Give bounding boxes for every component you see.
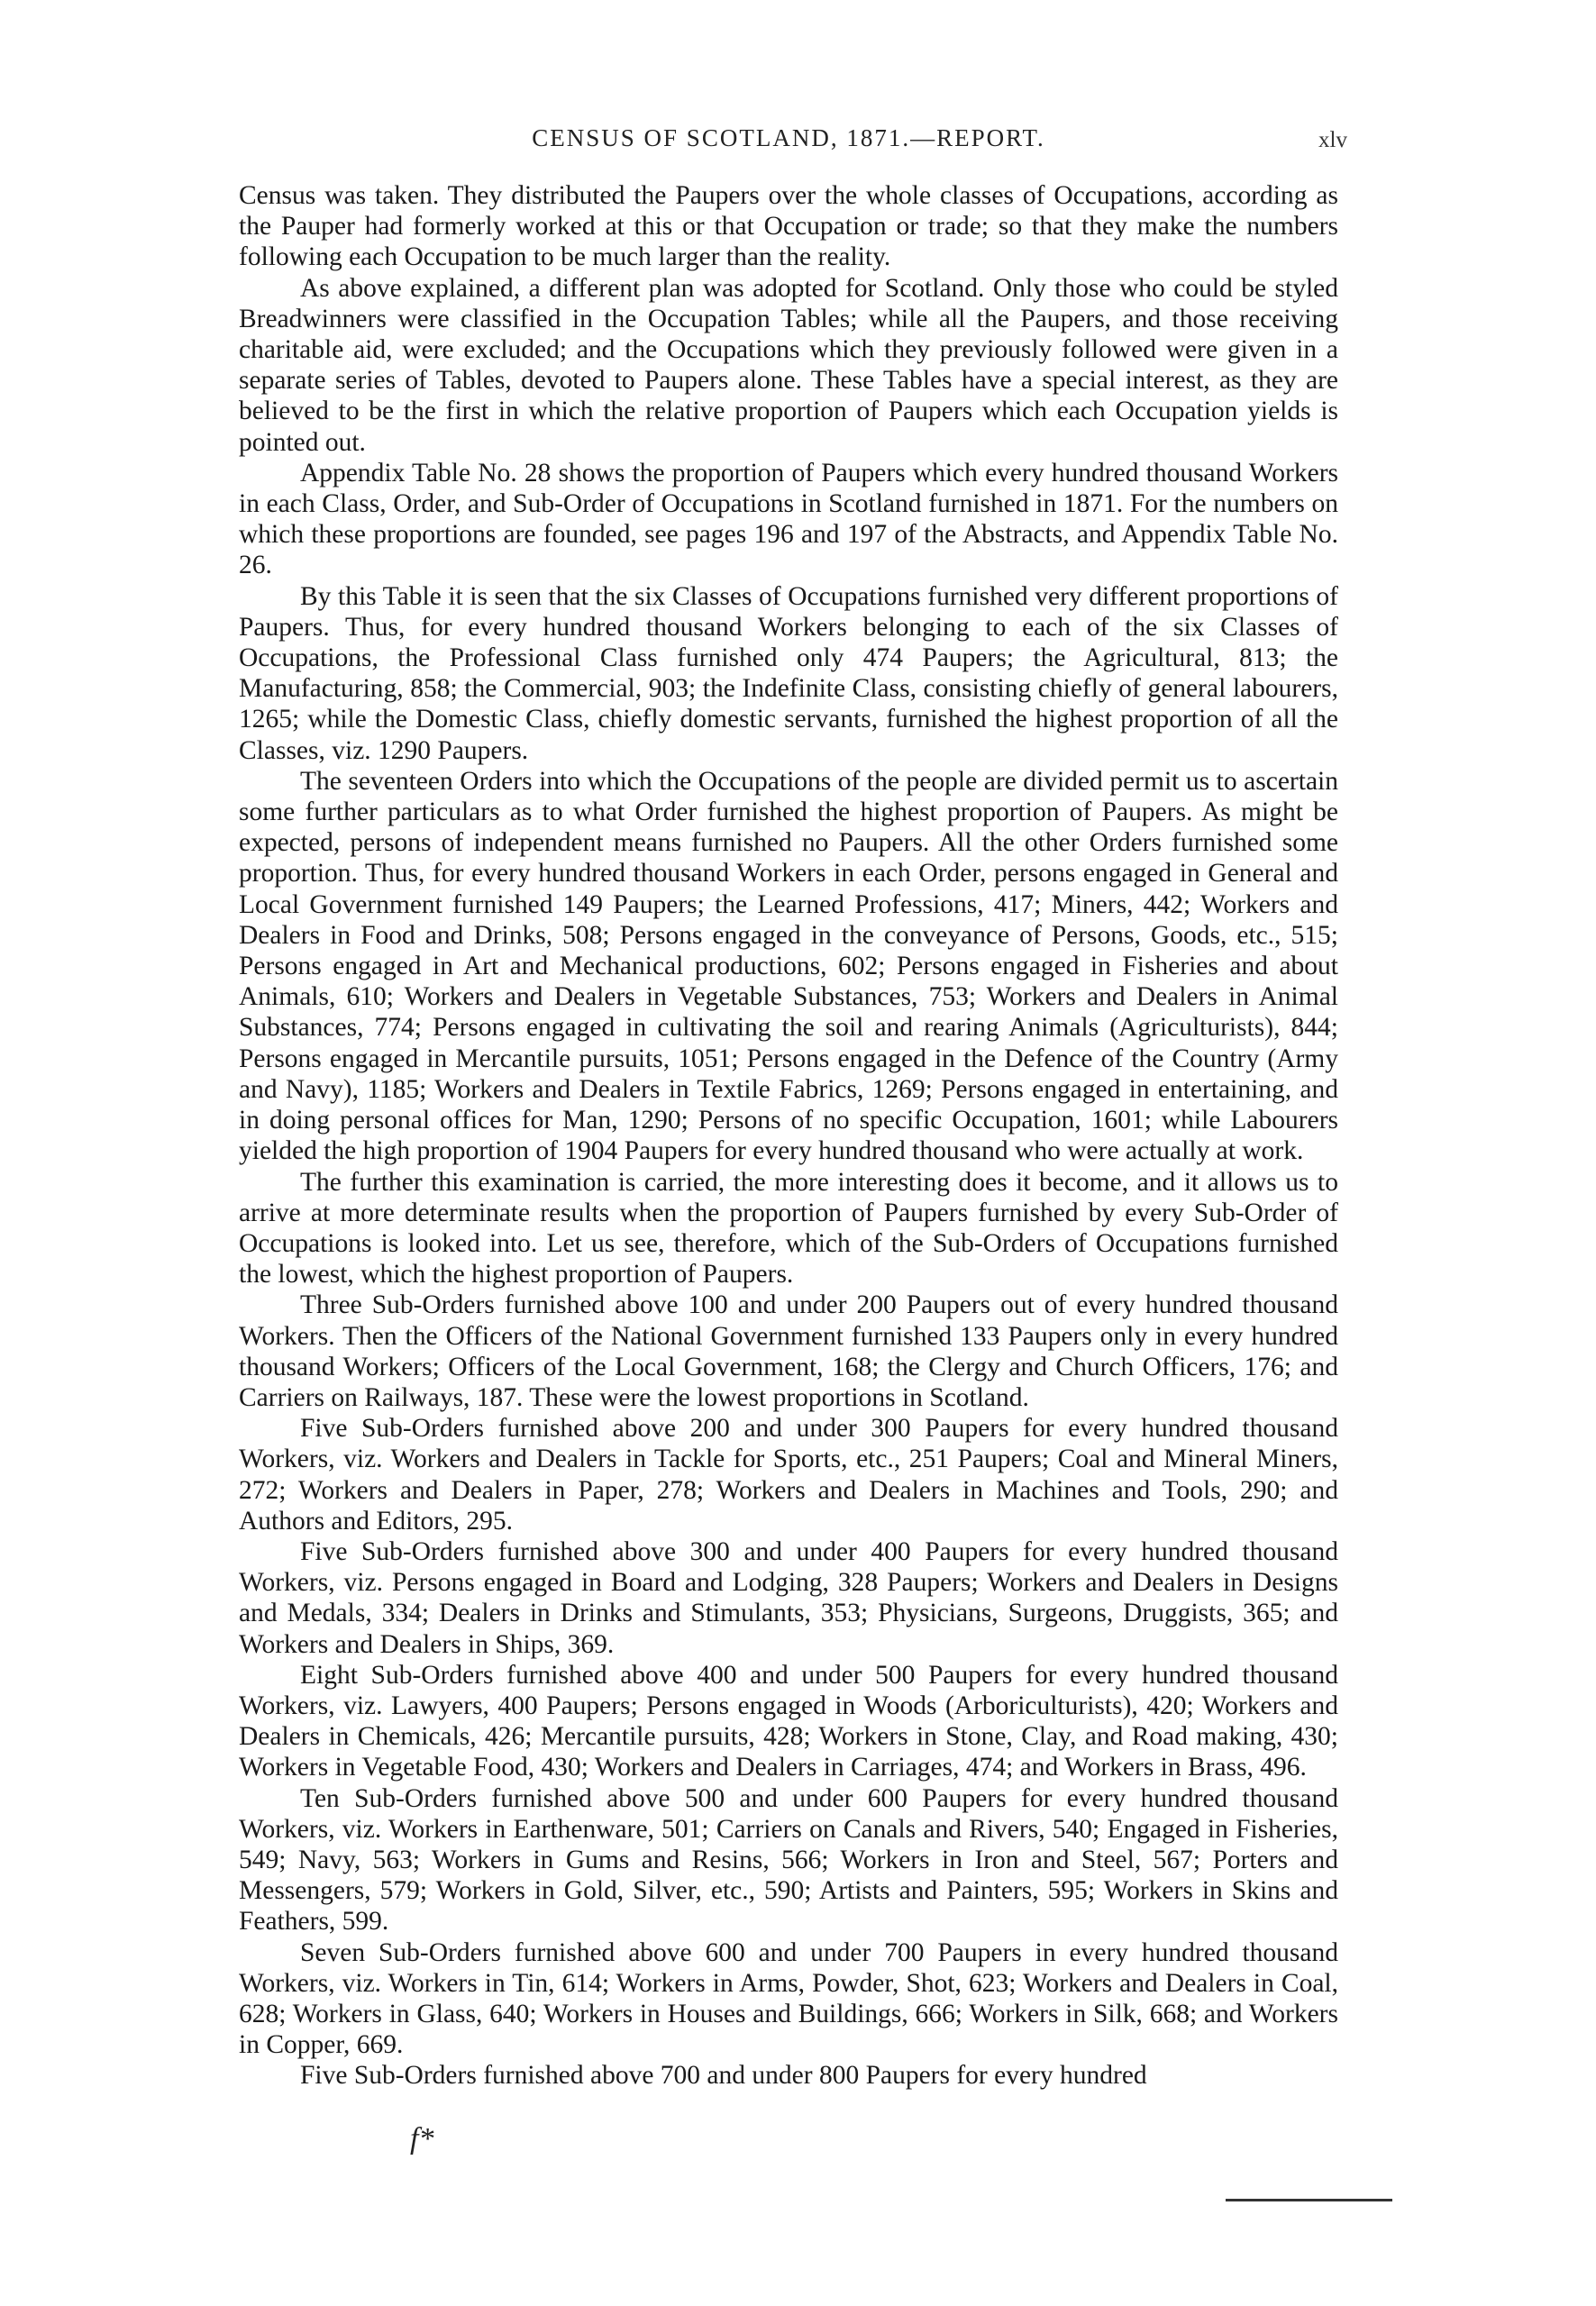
paragraph: Five Sub-Orders furnished above 300 and under 400 Paupers for every hundred thousand Workers, viz. Persons engaged in Board and Lodging, 328 Paupers; Workers and Dealers in Designs and Medals, 334; Dealers in Drinks and Stimulants, 353; Physicians, Surgeons, Druggists, 365; and Workers and Dealers in Ships, 369. [239,1536,1338,1659]
paragraph: Five Sub-Orders furnished above 700 and under 800 Paupers for every hundred [300,2061,1147,2091]
signature-mark: f* [410,2122,434,2156]
report-body [239,180,1338,2092]
page-header [239,124,1347,160]
paragraph: Three Sub-Orders furnished above 100 and under 200 Paupers out of every hundred thousand Workers. Then the Officers of the National Government furnished 133 Paupers only in every hundred thousand Workers; Officers of the Local Government, 168; the Clergy and Church Officers, 176; and Carriers on Railways, 187. These were the lowest proportions in Scotland. [239,1290,1338,1412]
paragraph: Census was taken. They distributed the Paupers over the whole classes of Occupations, according as the Pauper had formerly worked at this or that Occupation or trade; so that they make the numbers following each Occupation to be much larger than the reality. [239,181,1338,272]
paragraph: The further this examination is carried, the more interesting does it become, and it allows us to arrive at more determinate results when the proportion of Paupers furnished by every Sub-Order of Occupations is looked into. Let us see, therefore, which of the Sub-Orders of Occupations furnished the lowest, which the highest proportion of Paupers. [239,1167,1338,1290]
paragraph: Ten Sub-Orders furnished above 500 and under 600 Paupers for every hundred thousand Workers, viz. Workers in Earthenware, 501; Carriers on Canals and Rivers, 540; Engaged in Fisheries, 549; Navy, 563; Workers in Gums and Resins, 566; Workers in Iron and Steel, 567; Porters and Messengers, 579; Workers in Gold, Silver, etc., 590; Artists and Painters, 595; Workers in Skins and Feathers, 599. [239,1783,1338,1937]
page-number: xlv [1318,128,1347,152]
footer-rule [1226,2199,1392,2201]
running-title: CENSUS OF SCOTLAND, 1871.—REPORT. [532,124,1045,151]
paragraph: Five Sub-Orders furnished above 200 and under 300 Paupers for every hundred thousand Workers, viz. Workers and Dealers in Tackle for Sports, etc., 251 Paupers; Coal and Mineral Miners, 272; Workers and Dealers in Paper, 278; Workers and Dealers in Machines and Tools, 290; and Authors and Editors, 295. [239,1414,1338,1536]
paragraph: As above explained, a different plan was adopted for Scotland. Only those who could be styled Breadwinners were classified in the Occupation Tables; while all the Paupers, and those receiving charitable aid, were excluded; and the Occupations which they previously followed were given in a separate series of Tables, devoted to Paupers alone. These Tables have a special interest, as they are believed to be the first in which the relative proportion of Paupers which each Occupation yields is pointed out. [239,273,1338,457]
paragraph: Eight Sub-Orders furnished above 400 and under 500 Paupers for every hundred thousand Workers, viz. Lawyers, 400 Paupers; Persons engaged in Woods (Arboriculturists), 420; Workers and Dealers in Chemicals, 426; Mercantile pursuits, 428; Workers in Stone, Clay, and Road making, 430; Workers in Vegetable Food, 430; Workers and Dealers in Carriages, 474; and Workers in Brass, 496. [239,1660,1338,1782]
paragraph: By this Table it is seen that the six Classes of Occupations furnished very different proportions of Paupers. Thus, for every hundred thousand Workers belonging to each of the six Classes of Occupations, the Professional Class furnished only 474 Paupers; the Agricultural, 813; the Manufacturing, 858; the Commercial, 903; the Indefinite Class, consisting chiefly of general labourers, 1265; while the Domestic Class, chiefly domestic servants, furnished the highest proportion of all the Classes, viz. 1290 Paupers. [239,581,1338,765]
paragraph: Appendix Table No. 28 shows the proportion of Paupers which every hundred thousand Workers in each Class, Order, and Sub-Order of Occupations in Scotland furnished in 1871. For the numbers on which these proportions are founded, see pages 196 and 197 of the Abstracts, and Appendix Table No. 26. [239,458,1338,580]
paragraph: The seventeen Orders into which the Occupations of the people are divided permit us to ascertain some further particulars as to what Order furnished the highest proportion of Paupers. As might be expected, persons of independent means furnished no Paupers. All the other Orders furnished some proportion. Thus, for every hundred thousand Workers in each Order, persons engaged in General and Local Government furnished 149 Paupers; the Learned Professions, 417; Miners, 442; Workers and Dealers in Food and Drinks, 508; Persons engaged in the conveyance of Persons, Goods, etc., 515; Persons engaged in Art and Mechanical productions, 602; Persons engaged in Fisheries and about Animals, 610; Workers and Dealers in Vegetable Substances, 753; Workers and Dealers in Animal Substances, 774; Persons engaged in cultivating the soil and rearing Animals (Agriculturists), 844; Persons engaged in Mercantile pursuits, 1051; Persons engaged in the Defence of the Country (Army and Navy), 1185; Workers and Dealers in Textile Fabrics, 1269; Persons engaged in entertaining, and in doing personal offices for Man, 1290; Persons of no specific Occupation, 1601; while Labourers yielded the high proportion of 1904 Paupers for every hundred thousand who were actually at work. [239,766,1338,1166]
paragraph: Seven Sub-Orders furnished above 600 and under 700 Paupers in every hundred thousand Workers, viz. Workers in Tin, 614; Workers in Arms, Powder, Shot, 623; Workers and Dealers in Coal, 628; Workers in Glass, 640; Workers in Houses and Buildings, 666; Workers in Silk, 668; and Workers in Copper, 669. [239,1937,1338,2060]
